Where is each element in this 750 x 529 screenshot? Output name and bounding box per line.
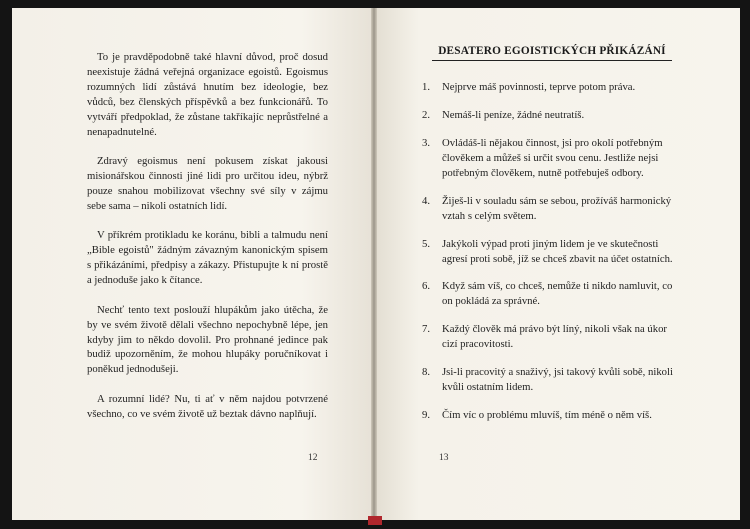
section-heading: DESATERO EGOISTICKÝCH PŘIKÁZÁNÍ: [432, 45, 672, 61]
list-item: [422, 136, 684, 181]
commandments-list: [422, 80, 684, 436]
paragraph: Zdravý egoismus není pokusem získat jakousi misionářskou činnosti jiné lidi pro určitou ideu, nýbrž pouze snahou mobilizovat všechny své síly v zájmu sebe sama – nikoli ostatních lidí.: [87, 155, 328, 212]
paragraph: V příkrém protikladu ke koránu, bibli a talmudu není „Bible egoistů" žádným závazným kanonickým spisem s přikázáními, předpisy a zákazy. Přistupujte k ní prostě a jednoduše jako k čítance.: [87, 229, 328, 287]
item-number: 3.: [422, 136, 431, 149]
item-text: Nejprve máš povinnosti, teprve potom práva.: [442, 81, 636, 93]
item-number: 9.: [422, 409, 431, 422]
item-number: 8.: [422, 366, 431, 379]
list-item: [422, 365, 684, 395]
item-text: Každý člověk má právo být líný, nikoli však na úkor cizí pracovitosti.: [442, 323, 667, 351]
item-text: Jakýkoli výpad proti jiným lidem je ve skutečnosti agresí proti sobě, jíž se chceš zbavit na účet ostatních.: [442, 237, 673, 265]
list-item: [422, 108, 684, 123]
paragraph: To je pravděpodobně také hlavní důvod, proč dosud neexistuje žádná veřejná organizace egoistů. Egoismus rozumných lidí zůstává hnutím bez ideologie, bez vůdců, bez členských příspěvků a bez funkcionářů. To vytváří předpoklad, že zůstane takříkajíc neprůstřelné a nenapadnutelné.: [87, 51, 328, 138]
book-gutter: [371, 8, 377, 520]
item-text: Čím víc o problému mluvíš, tím méně o něm víš.: [442, 409, 652, 422]
list-item: [422, 237, 684, 267]
item-number: 1.: [422, 81, 431, 93]
item-number: 5.: [422, 237, 431, 250]
paragraph: A rozumní lidé? Nu, ti ať v něm najdou potvrzené všechno, co ve svém životě už beztak dávno naplňují.: [87, 392, 328, 420]
item-number: 7.: [422, 323, 431, 336]
list-item: [422, 80, 684, 95]
paragraph: Nechť tento text poslouží hlupákům jako útěcha, že by ve svém životě dělali všechno nepochybně lépe, jen kdyby jim to někdo dovolil. Pro prohnané jedince pak budiž upozorněním, že mohou hlupáky poručníkovat i poněkud jednodušeji.: [87, 303, 328, 376]
list-item: [422, 408, 684, 423]
item-text: Žiješ-li v souladu sám se sebou, prožíváš harmonický vztah s celým světem.: [442, 194, 672, 222]
item-text: Nemáš-li peníze, žádné neutratíš.: [442, 108, 585, 121]
left-page-number: 12: [308, 453, 318, 463]
item-number: 2.: [422, 108, 431, 121]
item-text: Ovládáš-li nějakou činnost, jsi pro okolí potřebným člověkem a můžeš si určit svou cenu. Jestliže nejsi potřebným člověkem, nutně potřebuješ odbory.: [442, 136, 663, 179]
item-number: 6.: [422, 280, 431, 293]
item-text: Když sám víš, co chceš, nemůže ti nikdo namluvit, co on pokládá za správné.: [442, 280, 673, 308]
left-page-text: [87, 50, 328, 436]
bookmark-ribbon: [368, 516, 382, 525]
list-item: [422, 322, 684, 352]
list-item: [422, 279, 684, 309]
item-text: Jsi-li pracovitý a snaživý, jsi takový kvůli sobě, nikoli kvůli ostatním lidem.: [442, 366, 673, 394]
right-page-number: 13: [439, 453, 449, 463]
list-item: [422, 194, 684, 224]
item-number: 4.: [422, 194, 431, 207]
